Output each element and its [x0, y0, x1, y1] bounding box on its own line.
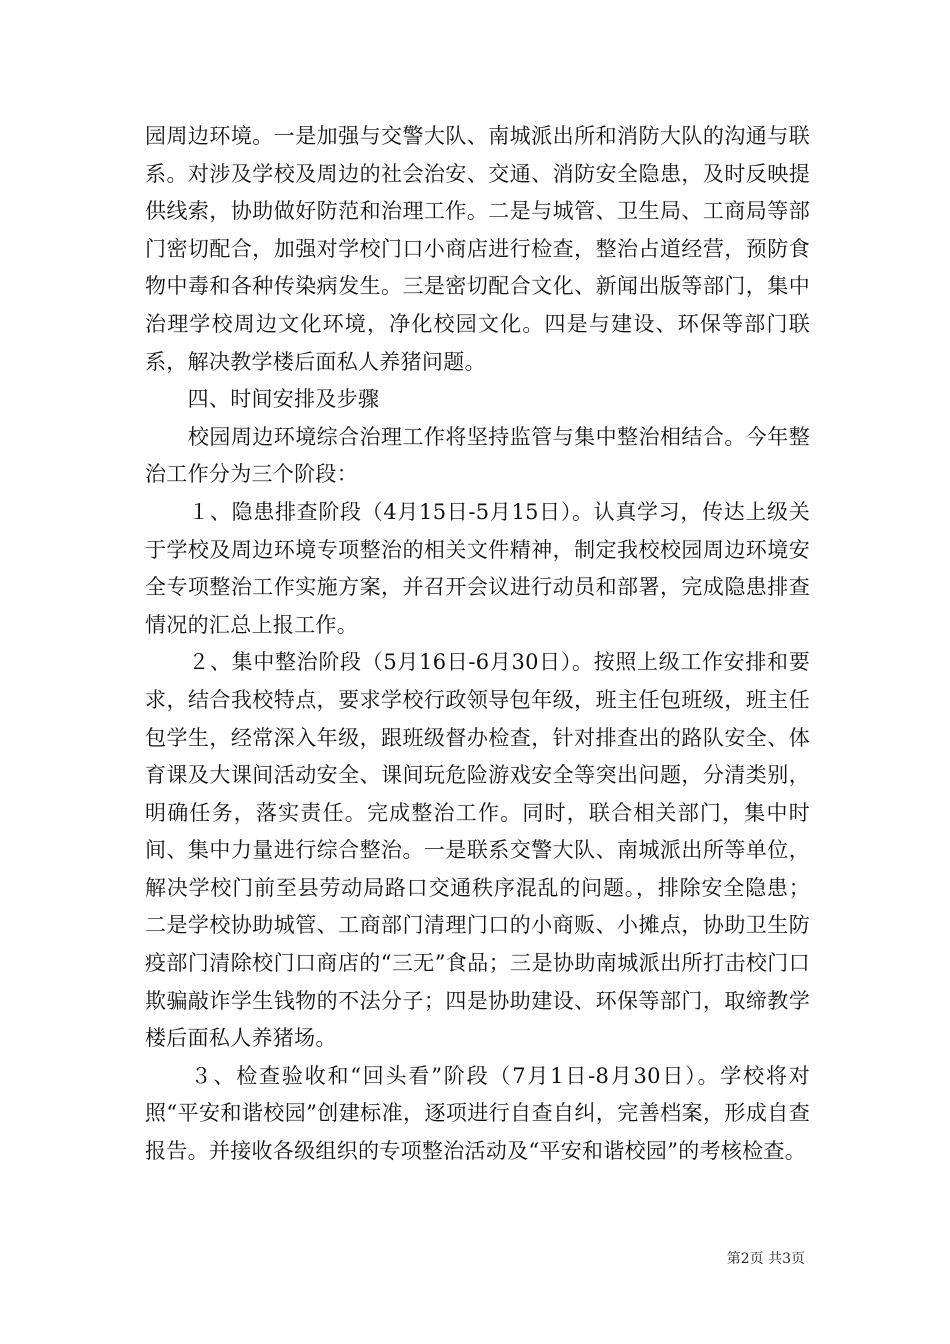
section-heading-schedule: 四、时间安排及步骤	[145, 387, 380, 412]
document-body	[145, 118, 810, 1171]
paragraph-environment-coordination: 园周边环境。一是加强与交警大队、南城派出所和消防大队的沟通与联系。对涉及学校及周边的社会治安、交通、消防安全隐患，及时反映提供线索，协助做好防范和治理工作。二是与城管、卫生局、工商局等部门密切配合，加强对学校门口小商店进行检查，整治占道经营，预防食物中毒和各种传染病发生。三是密切配合文化、新闻出版等部门，集中治理学校周边文化环境，净化校园文化。四是与建设、环保等部门联系，解决教学楼后面私人养猪问题。	[145, 124, 810, 374]
paragraph-phase-3: ３、检查验收和“回头看”阶段（7月1日-8月30日）。学校将对照“平安和谐校园”创建标准，逐项进行自查自纠，完善档案，形成自查报告。并接收各级组织的专项整治活动及“平安和谐校园”的考核检查。	[145, 1063, 810, 1164]
paragraph-phase-1: １、隐患排查阶段（4月15日-5月15日）。认真学习，传达上级关于学校及周边环境专项整治的相关文件精神，制定我校校园周边环境安全专项整治工作实施方案，并召开会议进行动员和部署，完成隐患排查情况的汇总上报工作。	[145, 499, 810, 637]
paragraph-phase-2: ２、集中整治阶段（5月16日-6月30日）。按照上级工作安排和要求，结合我校特点，要求学校行政领导包年级，班主任包班级，班主任包学生，经常深入年级，跟班级督办检查，针对排查出的路队安全、体育课及大课间活动安全、课间玩危险游戏安全等突出问题，分清类别，明确任务，落实责任。完成整治工作。同时，联合相关部门，集中时间、集中力量进行综合整治。一是联系交警大队、南城派出所等单位，解决学校门前至县劳动局路口交通秩序混乱的问题。，排除安全隐患；二是学校协助城管、工商部门清理门口的小商贩、小摊点，协助卫生防疫部门清除校门口商店的“三无”食品；三是协助南城派出所打击校门口欺骗敲诈学生钱物的不法分子；四是协助建设、环保等部门，取缔教学楼后面私人养猪场。	[145, 650, 810, 1051]
page-number-footer: 第2页 共3页	[726, 1251, 805, 1267]
paragraph-phases-intro: 校园周边环境综合治理工作将坚持监管与集中整治相结合。今年整治工作分为三个阶段：	[145, 424, 810, 487]
